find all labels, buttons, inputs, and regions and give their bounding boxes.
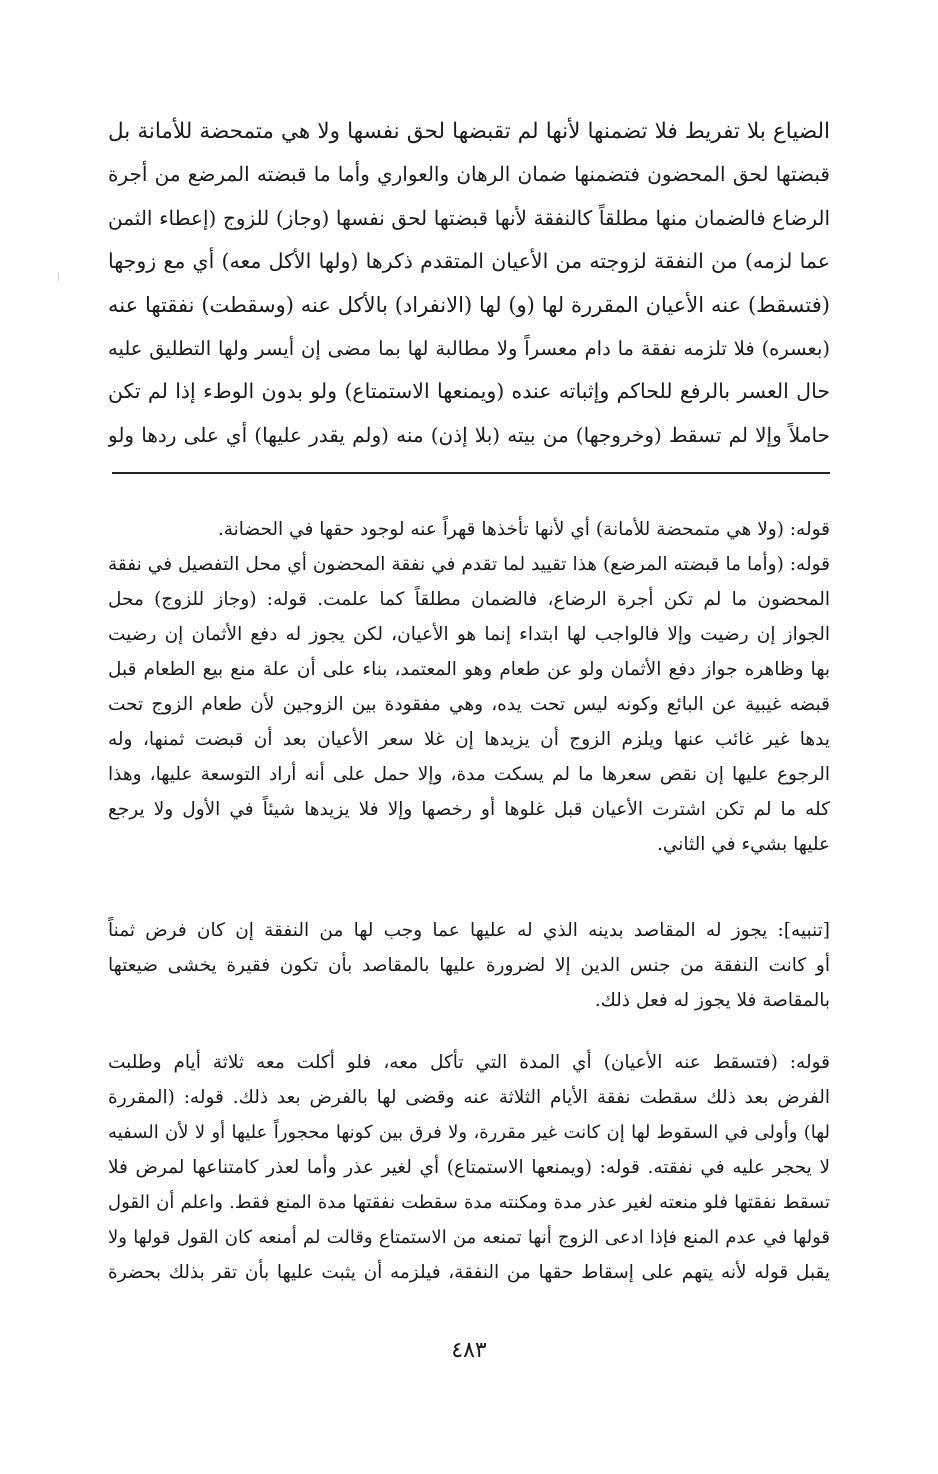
note-line: [تنبيه]: يجوز له المقاصد بدينه الذي له عليها عما وجب لها من النفقة إن كان فرض ثمناً: [108, 920, 830, 941]
note-line: قوله: (ولا هي متمحضة للأمانة) أي لأنها تأخذها قهراً عنه لوجود حقها في الحضانة.: [217, 519, 830, 540]
main-text-block: [108, 110, 830, 457]
note-line: قوله: (فتسقط عنه الأعيان) أي المدة التي تأكل معه، فلو أكلت معه ثلاثة أيام وطلبت: [108, 1052, 830, 1073]
note-line: لا يحجر عليه في نفقته. قوله: (ويمنعها الاستمتاع) أي لغير عذر وأما لعذر كامتناعها لمرض فلا: [108, 1157, 830, 1178]
note-line: عليها بشيء في الثاني.: [656, 834, 830, 855]
note-line: المحضون ما لم تكن أجرة الرضاع، فالضمان مطلقاً كما علمت. قوله: (وجاز للزوج) محل: [108, 589, 830, 610]
main-line: حال العسر بالرفع للحاكم وإثباته عنده (ويمنعها الاستمتاع) ولو بدون الوطء إذا لم تكن: [108, 379, 830, 404]
commentary-block-2: [108, 913, 830, 1018]
page-number: ٤٨٣: [451, 1338, 487, 1363]
commentary-block-3: [108, 1045, 830, 1290]
note-line: بها وظاهره جواز دفع الأثمان ولو عن طعام وهو المعتمد، بناء على أن علة منع بيع الطعام قبل: [108, 659, 830, 680]
note-line: أو كانت النفقة من جنس الدين إلا لضرورة عليها بالمقاصد بأن تكون فقيرة يخشى ضيعتها: [108, 955, 830, 976]
footnote-separator-rule: [112, 472, 830, 474]
main-line: (بعسره) فلا تلزمه نفقة ما دام معسراً ولا مطالبة لها بما مضى إن أيسر ولها التطليق عليه: [108, 336, 830, 360]
note-line: الجواز إن رضيت وإلا فالواجب لها ابتداء إنما هو الأعيان، لكن يجوز له دفع الأثمان إن رضيت: [108, 624, 830, 645]
note-line: تسقط نفقتها فلو منعته لغير عذر مدة ومكنته مدة سقطت نفقتها مدة المنع فقط. واعلم أن القول: [108, 1192, 830, 1213]
main-line: الضياع بلا تفريط فلا تضمنها لأنها لم تقبضها لحق نفسها ولا هي متمحضة للأمانة بل: [108, 119, 830, 144]
main-line: قبضتها لحق المحضون فتضمنها ضمان الرهان والعواري وأما ما قبضته المرضع من أجرة: [108, 162, 830, 187]
note-line: قبضه غيبية عن البائع وكونه ليس تحت يده، وهي مفقودة بين الزوجين لأن طعام الزوج تحت: [108, 694, 830, 715]
main-line: (فتسقط) عنه الأعيان المقررة لها (و) لها (الانفراد) بالأكل عنه (وسقطت) نفقتها عنه: [108, 292, 830, 317]
note-line: قوله: (وأما ما قبضته المرضع) هذا تقييد لما تقدم في نفقة المحضون أي محل التفصيل في نفقة: [108, 554, 830, 575]
note-line: الرجوع عليها إن نقص سعرها ما لم يسكت مدة، وإلا حمل على أنه أراد التوسعة عليها، وهذا: [108, 764, 830, 785]
note-line: كله ما لم تكن اشترت الأعيان قبل غلوها أو رخصها وإلا فلا يزيدها شيئاً في الأول ولا يرجع: [108, 799, 830, 820]
note-line: لها) وأولى في السقوط لها إن كانت غير مقررة، ولا فرق بين كونها محجوراً عليها أو لا لأن السفيه: [108, 1122, 830, 1143]
note-line: قولها في عدم المنع فإذا ادعى الزوج أنها تمنعه من الاستمتاع وقالت لم أمنعه كان القول قولها ولا: [108, 1227, 830, 1248]
note-line: بالمقاصة فلا يجوز له فعل ذلك.: [594, 990, 830, 1011]
note-line: يدها غير غائب عنها ويلزم الزوج أن يزيدها إن غلا سعر الأعيان بعد أن قبضت ثمنها، وله: [108, 729, 830, 750]
main-line: الرضاع فالضمان منها مطلقاً كالنفقة لأنها قبضتها لحق نفسها (وجاز) للزوج (إعطاء الثمن: [108, 205, 830, 230]
main-line: حاملاً وإلا لم تسقط (وخروجها) من بيته (بلا إذن) منه (ولم يقدر عليها) أي على ردها ولو: [108, 422, 830, 447]
note-line: الفرض بعد ذلك سقطت نفقة الأيام الثلاثة عنه وقضى لها بالفرض بعد ذلك. قوله: (المقررة: [108, 1087, 830, 1108]
commentary-block-1: [108, 512, 830, 862]
main-line: عما لزمه) من النفقة لزوجته من الأعيان المتقدم ذكرها (ولها الأكل معه) أي مع زوجها: [108, 249, 830, 274]
note-line: يقبل قوله لأنه يتهم على إسقاط حقها من النفقة، فيلزمه أن يثبت عليها بأن تقر بذلك بحضرة: [108, 1262, 830, 1283]
margin-mark: [58, 273, 59, 281]
